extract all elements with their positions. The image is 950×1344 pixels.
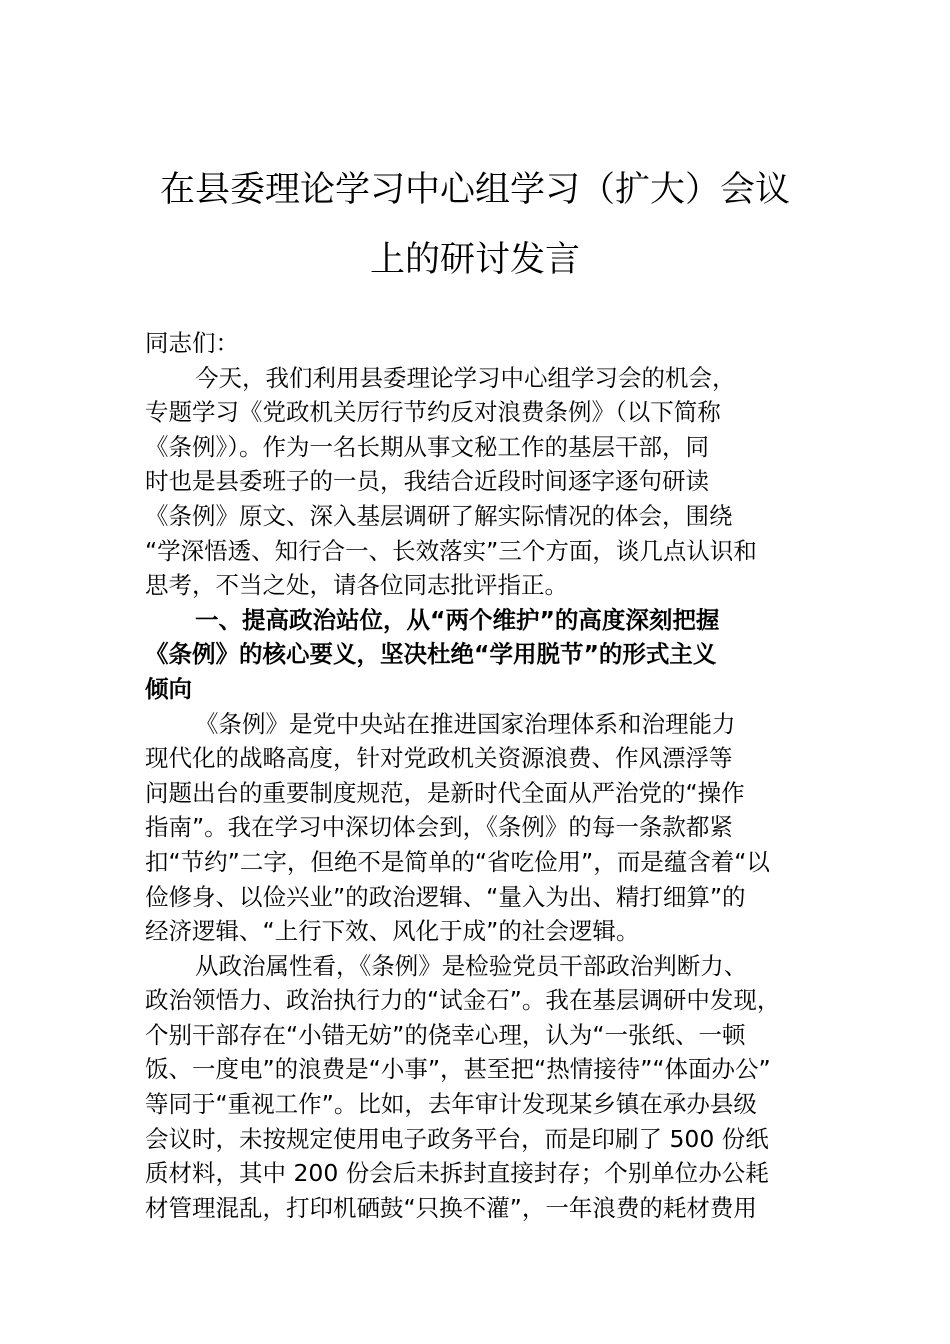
paragraph-line: 时也是县委班子的一员，我结合近段时间逐字逐句研读 [145,467,709,496]
paragraph-line: 质材料，其中 200 份会后未拆封直接封存；个别单位办公耗 [145,1159,769,1188]
section-heading-line: 《条例》的核心要义，坚决杜绝“学用脱节”的形式主义 [145,640,717,669]
document-body [145,326,815,1225]
paragraph-line: 思考，不当之处，请各位同志批评指正。 [145,571,568,600]
paragraph-line: 《条例》是党中央站在推进国家治理体系和治理能力 [195,709,736,738]
paragraph-line: 经济逻辑、“上行下效、风化于成”的社会逻辑。 [145,917,640,946]
document-title-line-2: 上的研讨发言 [369,240,580,280]
paragraph-line: 问题出台的重要制度规范，是新时代全面从严治党的“操作 [145,778,745,807]
document-title-line-1: 在县委理论学习中心组学习（扩大）会议 [159,170,790,210]
section-heading-line: 一、提高政治站位，从“两个维护”的高度深刻把握 [195,605,720,634]
paragraph-line: 扣“节约”二字，但绝不是简单的“省吃俭用”，而是蕴含着“以 [145,847,770,876]
paragraph-line: 会议时，未按规定使用电子政务平台，而是印刷了 500 份纸 [145,1124,769,1153]
paragraph-line: “学深悟透、知行合一、长效落实”三个方面，谈几点认识和 [145,536,757,565]
paragraph-line: 个别干部存在“小错无妨”的侥幸心理，认为“一张纸、一顿 [145,1020,746,1049]
paragraph-line: 等同于“重视工作”。比如，去年审计发现某乡镇在承办县级 [145,1090,757,1119]
salutation: 同志们： [145,329,239,357]
paragraph-line: 专题学习《党政机关厉行节约反对浪费条例》（以下简称 [145,398,721,427]
section-heading-line: 倾向 [145,674,192,703]
paragraph-line: 饭、一度电”的浪费是“小事”，甚至把“热情接待”“体面办公” [145,1055,771,1084]
paragraph-line: 政治领悟力、政治执行力的“试金石”。我在基层调研中发现， [145,986,781,1015]
paragraph-line: 俭修身、以俭兴业”的政治逻辑、“量入为出、精打细算”的 [145,882,746,911]
paragraph-line: 现代化的战略高度，针对党政机关资源浪费、作风漂浮等 [145,744,733,773]
paragraph-line: 指南”。我在学习中深切体会到，《条例》的每一条款都紧 [145,813,733,842]
paragraph-line: 从政治属性看，《条例》是检验党员干部政治判断力、 [195,951,748,980]
paragraph-line: 《条例》）。作为一名长期从事文秘工作的基层干部，同 [145,432,709,461]
paragraph-line: 材管理混乱，打印机硒鼓“只换不灌”，一年浪费的耗材费用 [145,1193,757,1222]
paragraph-line: 《条例》原文、深入基层调研了解实际情况的体会，围绕 [145,501,733,530]
paragraph-line: 今天，我们利用县委理论学习中心组学习会的机会， [195,363,736,392]
